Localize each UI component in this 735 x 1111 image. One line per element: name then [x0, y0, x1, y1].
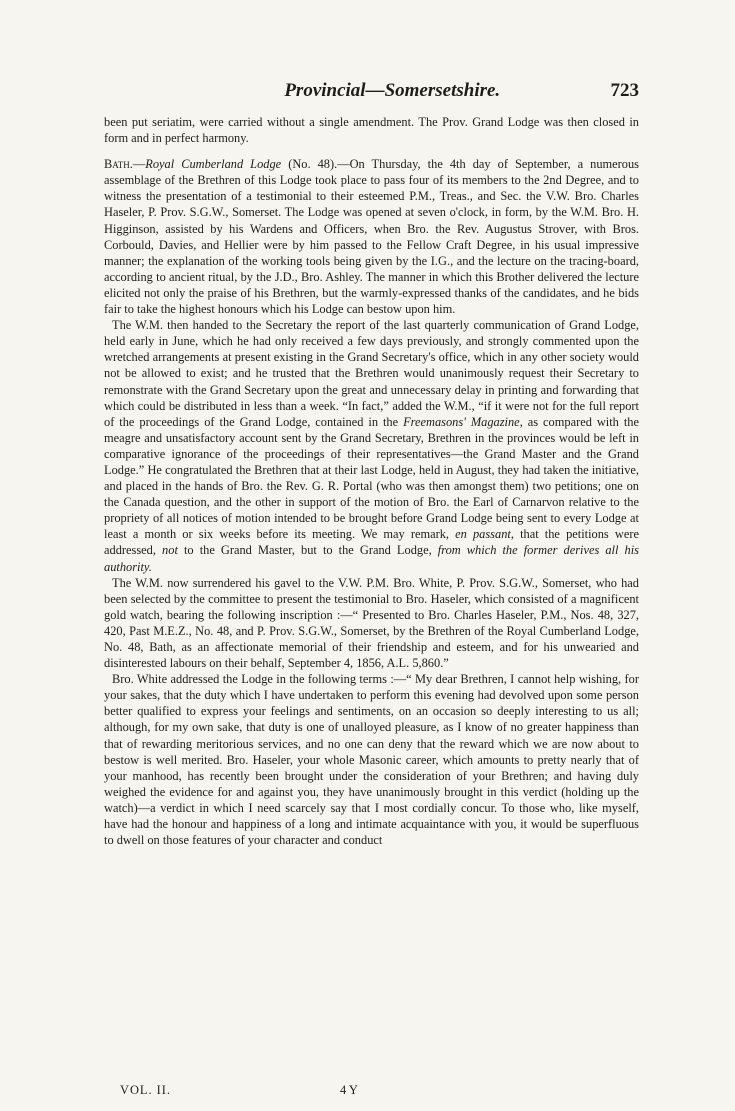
volume-label: VOL. II.: [120, 1083, 172, 1097]
paragraph: been put seriatim, were carried without a single amendment. The Prov. Grand Lodge was then closed in form and in perfect harmony.: [104, 115, 639, 146]
magazine-title: Freemasons' Magazine: [403, 414, 520, 429]
paragraph-text: , as compared with the meagre and unsatisfactory account sent by the Grand Secretary, Brethren in the provinces would be left in comparative ignorance of the proceedings of their representatives—the Grand Master and the Grand Lodge.” He congratulated the Brethren that at their last Lodge, held in August, they had taken the initiative, and placed in the hands of Bro. the Rev. G. R. Portal (who was then amongst them) two petitions; one on the Canada question, and the other in support of the motion of Bro. the Earl of Carnarvon relative to the propriety of all notices of motion intended to be brought before Grand Lodge being sent to every Lodge at least a month or six weeks before its meeting. We may remark,: [104, 414, 639, 542]
place-heading: Bath.: [104, 157, 133, 172]
italic-phrase: from which the former derives all his authority.: [104, 543, 639, 574]
italic-phrase: not: [162, 543, 178, 558]
paragraph-text: to the Grand Master, but to the Grand Lodge,: [177, 543, 438, 558]
signature-mark: 4 Y: [340, 1083, 358, 1097]
running-title: Provincial—Somersetshire.: [284, 80, 501, 101]
paragraph-text: (No. 48).—On Thursday, the 4th day of September, a numerous assemblage of the Brethren of this Lodge took place to pass four of its members to the 2nd Degree, and to witness the presentation of a testimonial to their esteemed P.M., Treas., and Sec. the V.W. Bro. Charles Haseler, P. Prov. S.G.W., Somerset. The Lodge was opened at seven o'clock, in form, by the W.M. Bro. H. Higginson, assisted by his Wardens and Officers, when Bro. the Rev. Augustus Strover, with Bros. Corbould, Davies, and Hellier were by him passed to the Fellow Craft Degree, in his usual impressive manner; the explanation of the working tools being given by the I.G., and the lecture on the tracing-board, according to ancient ritual, by the J.D., Bro. Ashley. The manner in which this Brother delivered the lecture elicited not only the praise of his Brethren, but the warmly-expressed thanks of the candidates, and he bids fair to take the highest honours which his Lodge can bestow upon him.: [104, 157, 640, 317]
italic-phrase: en passant: [455, 527, 511, 542]
heading-dash: —: [132, 157, 146, 172]
paragraph-text: The W.M. then handed to the Secretary the report of the last quarterly communication of Grand Lodge, held early in June, which he had only received a few days previously, and strongly commented upon the wretched arrangements at present existing in the Grand Secretary's office, which in any other society would not be allowed to exist; and he trusted that the Brethren would unanimously request their Secretary to remonstrate with the Grand Secretary upon the great and unnecessary delay in printing and forwarding that which could be distributed in less than a week. “In fact,” added the W.M., “if it were not for the full report of the proceedings of the Grand Lodge, contained in the: [104, 318, 639, 429]
lodge-name: Royal Cumberland Lodge: [145, 157, 282, 172]
paragraph: Bro. White addressed the Lodge in the following terms :—“ My dear Brethren, I cannot help wishing, for your sakes, that the duty which I have undertaken to perform this evening had devolved upon some person better qualified to express your feelings and sentiments, on an occasion so deeply interesting to us all; although, for my own sake, that duty is one of unalloyed pleasure, as I know of no greater happiness than that of rewarding meritorious services, and no one can deny that the reward which we are now about to bestow is well merited. Bro. Haseler, your whole Masonic career, which amounts to pretty nearly that of your manhood, has recently been brought under the consideration of your Brethren; and having duly weighed the evidence for and against you, they have unanimously brought in this verdict (holding up the watch)—a verdict in which I need scarcely say that I most cordially concur. To those who, like myself, have had the honour and happiness of a long and intimate acquaintance with you, it would be superfluous to dwell on those features of your character and conduct: [104, 672, 639, 848]
paragraph: [104, 156, 639, 317]
page-footer: [120, 1083, 639, 1098]
paragraph: [104, 317, 639, 575]
article-body: [104, 114, 639, 848]
page-number: 723: [610, 80, 639, 101]
page-header: [104, 80, 639, 110]
paragraph: The W.M. now surrendered his gavel to the V.W. P.M. Bro. White, P. Prov. S.G.W., Somerset, who had been selected by the committee to present the testimonial to Bro. Haseler, which consisted of a magnificent gold watch, bearing the following inscription :—“ Presented to Bro. Charles Haseler, P.M., Nos. 48, 327, 420, Past M.E.Z., No. 48, and P. Prov. S.G.W., Somerset, by the Brethren of the Royal Cumberland Lodge, No. 48, Bath, as an affectionate memorial of their friendship and esteem, and for his unwearied and disinterested labours on their behalf, September 4, 1856, A.L. 5,860.”: [104, 575, 639, 671]
paragraph-text: , that the petitions were addressed,: [104, 527, 639, 558]
